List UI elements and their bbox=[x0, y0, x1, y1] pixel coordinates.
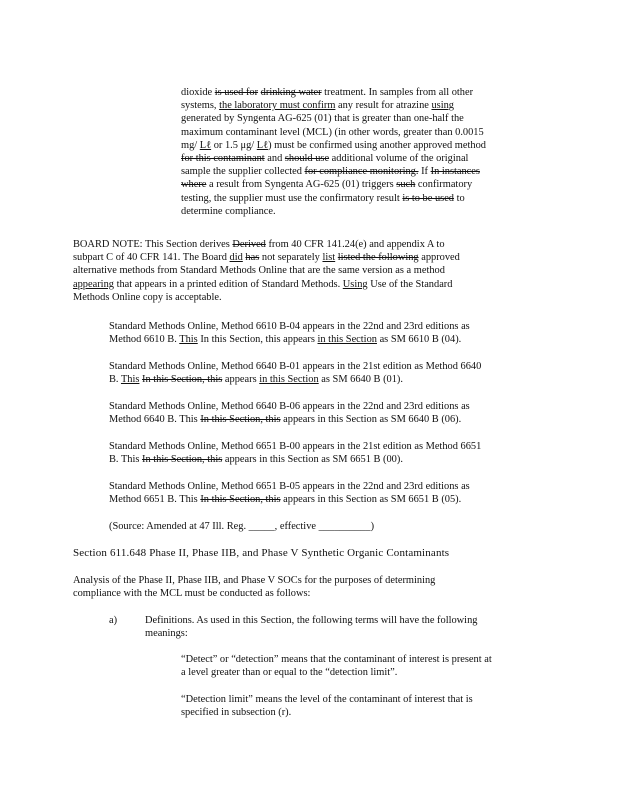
text-run: appears in this Section as SM 6640 B (06). bbox=[280, 414, 462, 426]
deleted-text: such bbox=[396, 179, 416, 191]
text-line bbox=[181, 666, 492, 679]
text-run: dioxide bbox=[181, 87, 215, 98]
text-run: sample the supplier collected bbox=[181, 166, 305, 178]
text-line bbox=[73, 547, 449, 560]
deleted-text: In this Section, this bbox=[142, 374, 223, 386]
text-run: In this Section, this appears bbox=[197, 334, 318, 346]
atrazine-paragraph bbox=[181, 86, 486, 218]
deleted-text: has bbox=[245, 252, 260, 264]
text-line bbox=[73, 291, 460, 304]
text-run: compliance with the MCL must be conducted as follows: bbox=[73, 588, 311, 600]
text-run: Standard Methods Online, Method 6651 B-05 appears in the 22nd and 23rd editions as bbox=[109, 481, 470, 492]
method-note-6610-b04 bbox=[109, 320, 470, 346]
text-run: If bbox=[418, 166, 431, 178]
text-run: _____ bbox=[248, 521, 275, 532]
text-line bbox=[181, 706, 473, 719]
inserted-text: Lℓ bbox=[199, 139, 212, 151]
text-line bbox=[109, 400, 470, 413]
text-run: ) must be confirmed using another approved method bbox=[268, 139, 486, 151]
inserted-text: Lℓ bbox=[256, 139, 269, 151]
text-run: a) bbox=[109, 615, 118, 626]
text-line bbox=[181, 693, 473, 706]
inserted-text: Using bbox=[342, 278, 368, 290]
deleted-text: is used for bbox=[214, 87, 259, 98]
text-line bbox=[109, 614, 117, 627]
text-line bbox=[181, 139, 486, 152]
text-run: __________ bbox=[318, 521, 371, 532]
text-line bbox=[181, 192, 486, 205]
subsection-label-a bbox=[109, 614, 117, 627]
analysis-paragraph bbox=[73, 574, 435, 600]
detection-limit-definition bbox=[181, 693, 473, 719]
board-note bbox=[73, 238, 460, 304]
text-line bbox=[181, 653, 492, 666]
text-line bbox=[181, 126, 486, 139]
deleted-text: Derived bbox=[232, 239, 266, 250]
text-run: Methods Online copy is acceptable. bbox=[73, 291, 222, 303]
text-run: appears in this Section as SM 6651 B (05). bbox=[280, 494, 462, 506]
inserted-text: This bbox=[179, 334, 198, 346]
method-note-6651-b00 bbox=[109, 440, 481, 466]
text-line bbox=[181, 86, 486, 99]
text-line bbox=[181, 178, 486, 191]
text-line bbox=[73, 238, 460, 251]
text-line bbox=[109, 413, 470, 426]
text-run: ) bbox=[370, 521, 375, 532]
text-run: maximum contaminant level (MCL) (in other words, greater than 0.0015 bbox=[181, 126, 484, 138]
inserted-text: appearing bbox=[73, 278, 114, 290]
text-run: not separately bbox=[259, 252, 323, 264]
text-run: appears in this Section as SM 6651 B (00). bbox=[222, 454, 403, 466]
text-run: , effective bbox=[274, 521, 319, 532]
text-line bbox=[109, 333, 470, 346]
text-run: alternative methods from Standard Methods Online that are the same version as a method bbox=[73, 265, 445, 277]
text-line bbox=[181, 165, 486, 178]
text-run: testing, the supplier must use the confirmatory result bbox=[181, 192, 403, 204]
inserted-text: This bbox=[120, 374, 140, 386]
method-note-6651-b05 bbox=[109, 480, 470, 506]
text-run: Definitions. As used in this Section, the following terms will have the following bbox=[145, 615, 478, 626]
text-run: Method 6610 B. bbox=[109, 334, 180, 346]
text-run: as SM 6640 B (01). bbox=[318, 374, 403, 386]
text-run: approved bbox=[418, 252, 460, 264]
text-line bbox=[73, 278, 460, 291]
text-line bbox=[145, 627, 477, 640]
text-run: Standard Methods Online, Method 6651 B-00 appears in the 21st edition as Method 6651 bbox=[109, 441, 482, 452]
text-line bbox=[109, 493, 470, 506]
text-line bbox=[109, 360, 481, 373]
text-line bbox=[181, 205, 486, 218]
inserted-text: in this Section bbox=[259, 374, 319, 386]
text-line bbox=[181, 112, 486, 125]
text-run: any result for atrazine bbox=[335, 100, 432, 112]
source-note bbox=[109, 520, 374, 533]
deleted-text: for this contaminant bbox=[181, 152, 265, 164]
text-line bbox=[109, 373, 481, 386]
deleted-text: In this Section, this bbox=[200, 414, 281, 426]
text-run: mg/ bbox=[181, 139, 200, 151]
text-run: or 1.5 μg/ bbox=[211, 139, 257, 151]
text-line bbox=[73, 587, 435, 600]
text-run: meanings: bbox=[145, 628, 188, 640]
text-line bbox=[181, 152, 486, 165]
text-run: systems, bbox=[181, 100, 220, 112]
text-run: confirmatory bbox=[415, 179, 473, 191]
text-run: (Source: Amended at 47 Ill. Reg. bbox=[109, 521, 249, 532]
deleted-text: where bbox=[181, 179, 207, 191]
text-run: Standard Methods Online, Method 6610 B-04 appears in the 22nd and 23rd editions as bbox=[109, 321, 470, 332]
method-note-6640-b06 bbox=[109, 400, 470, 426]
text-run: Method 6640 B. This bbox=[109, 414, 201, 426]
definitions-paragraph bbox=[145, 614, 477, 640]
text-run: additional volume of the original bbox=[329, 152, 469, 164]
inserted-text: list bbox=[322, 252, 336, 264]
text-run: BOARD NOTE: This Section derives bbox=[73, 239, 233, 250]
text-run: appears bbox=[222, 374, 260, 386]
method-note-6640-b01 bbox=[109, 360, 481, 386]
text-run: Section 611.648 Phase II, Phase IIB, and Phase V Synthetic Organic Contaminants bbox=[73, 547, 450, 559]
text-run: Standard Methods Online, Method 6640 B-06 appears in the 22nd and 23rd editions as bbox=[109, 401, 470, 412]
deleted-text: In this Section, this bbox=[142, 454, 223, 466]
detect-definition bbox=[181, 653, 492, 679]
text-run: to bbox=[454, 192, 465, 204]
text-run: a result from Syngenta AG-625 (01) triggers bbox=[206, 179, 397, 191]
text-run: treatment. In samples from all other bbox=[321, 87, 474, 98]
deleted-text: for compliance monitoring. bbox=[304, 166, 419, 178]
text-run: as SM 6610 B (04). bbox=[376, 334, 462, 346]
text-line bbox=[145, 614, 477, 627]
text-line bbox=[109, 453, 481, 466]
text-run: a level greater than or equal to the “detection limit”. bbox=[181, 667, 398, 679]
text-run: that appears in a printed edition of Standard Methods. bbox=[113, 278, 343, 290]
text-line bbox=[73, 264, 460, 277]
deleted-text: In instances bbox=[430, 166, 480, 178]
deleted-text: is to be used bbox=[402, 192, 455, 204]
inserted-text: the laboratory must confirm bbox=[219, 100, 336, 112]
text-run: B. bbox=[109, 374, 121, 386]
text-run: Standard Methods Online, Method 6640 B-01 appears in the 21st edition as Method 6640 bbox=[109, 361, 482, 372]
text-run: Method 6651 B. This bbox=[109, 494, 201, 506]
text-run: determine compliance. bbox=[181, 205, 276, 217]
text-run: “Detect” or “detection” means that the contaminant of interest is present at bbox=[181, 654, 492, 665]
text-run: subpart C of 40 CFR 141. The Board bbox=[73, 252, 230, 264]
deleted-text: listed the following bbox=[337, 252, 419, 264]
text-run: Use of the Standard bbox=[367, 278, 453, 290]
text-line bbox=[181, 99, 486, 112]
deleted-text: In this Section, this bbox=[200, 494, 281, 506]
inserted-text: using bbox=[431, 100, 455, 112]
inserted-text: did bbox=[229, 252, 243, 264]
text-run: generated by Syngenta AG-625 (01) that is greater than one-half the bbox=[181, 113, 464, 125]
text-line bbox=[73, 574, 435, 587]
text-line bbox=[109, 520, 374, 533]
deleted-text: should use bbox=[284, 152, 330, 164]
text-line bbox=[73, 251, 460, 264]
text-run: Analysis of the Phase II, Phase IIB, and Phase V SOCs for the purposes of determining bbox=[73, 575, 436, 586]
text-run: “Detection limit” means the level of the contaminant of interest that is bbox=[181, 694, 473, 705]
text-line bbox=[109, 320, 470, 333]
deleted-text: drinking water bbox=[260, 87, 322, 98]
text-line bbox=[109, 440, 481, 453]
text-run: from 40 CFR 141.24(e) and appendix A to bbox=[265, 239, 445, 250]
text-line bbox=[109, 480, 470, 493]
section-heading bbox=[73, 547, 449, 560]
inserted-text: in this Section bbox=[317, 334, 377, 346]
text-run: and bbox=[264, 152, 285, 164]
text-run: B. This bbox=[109, 454, 143, 466]
text-run: specified in subsection (r). bbox=[181, 707, 292, 719]
